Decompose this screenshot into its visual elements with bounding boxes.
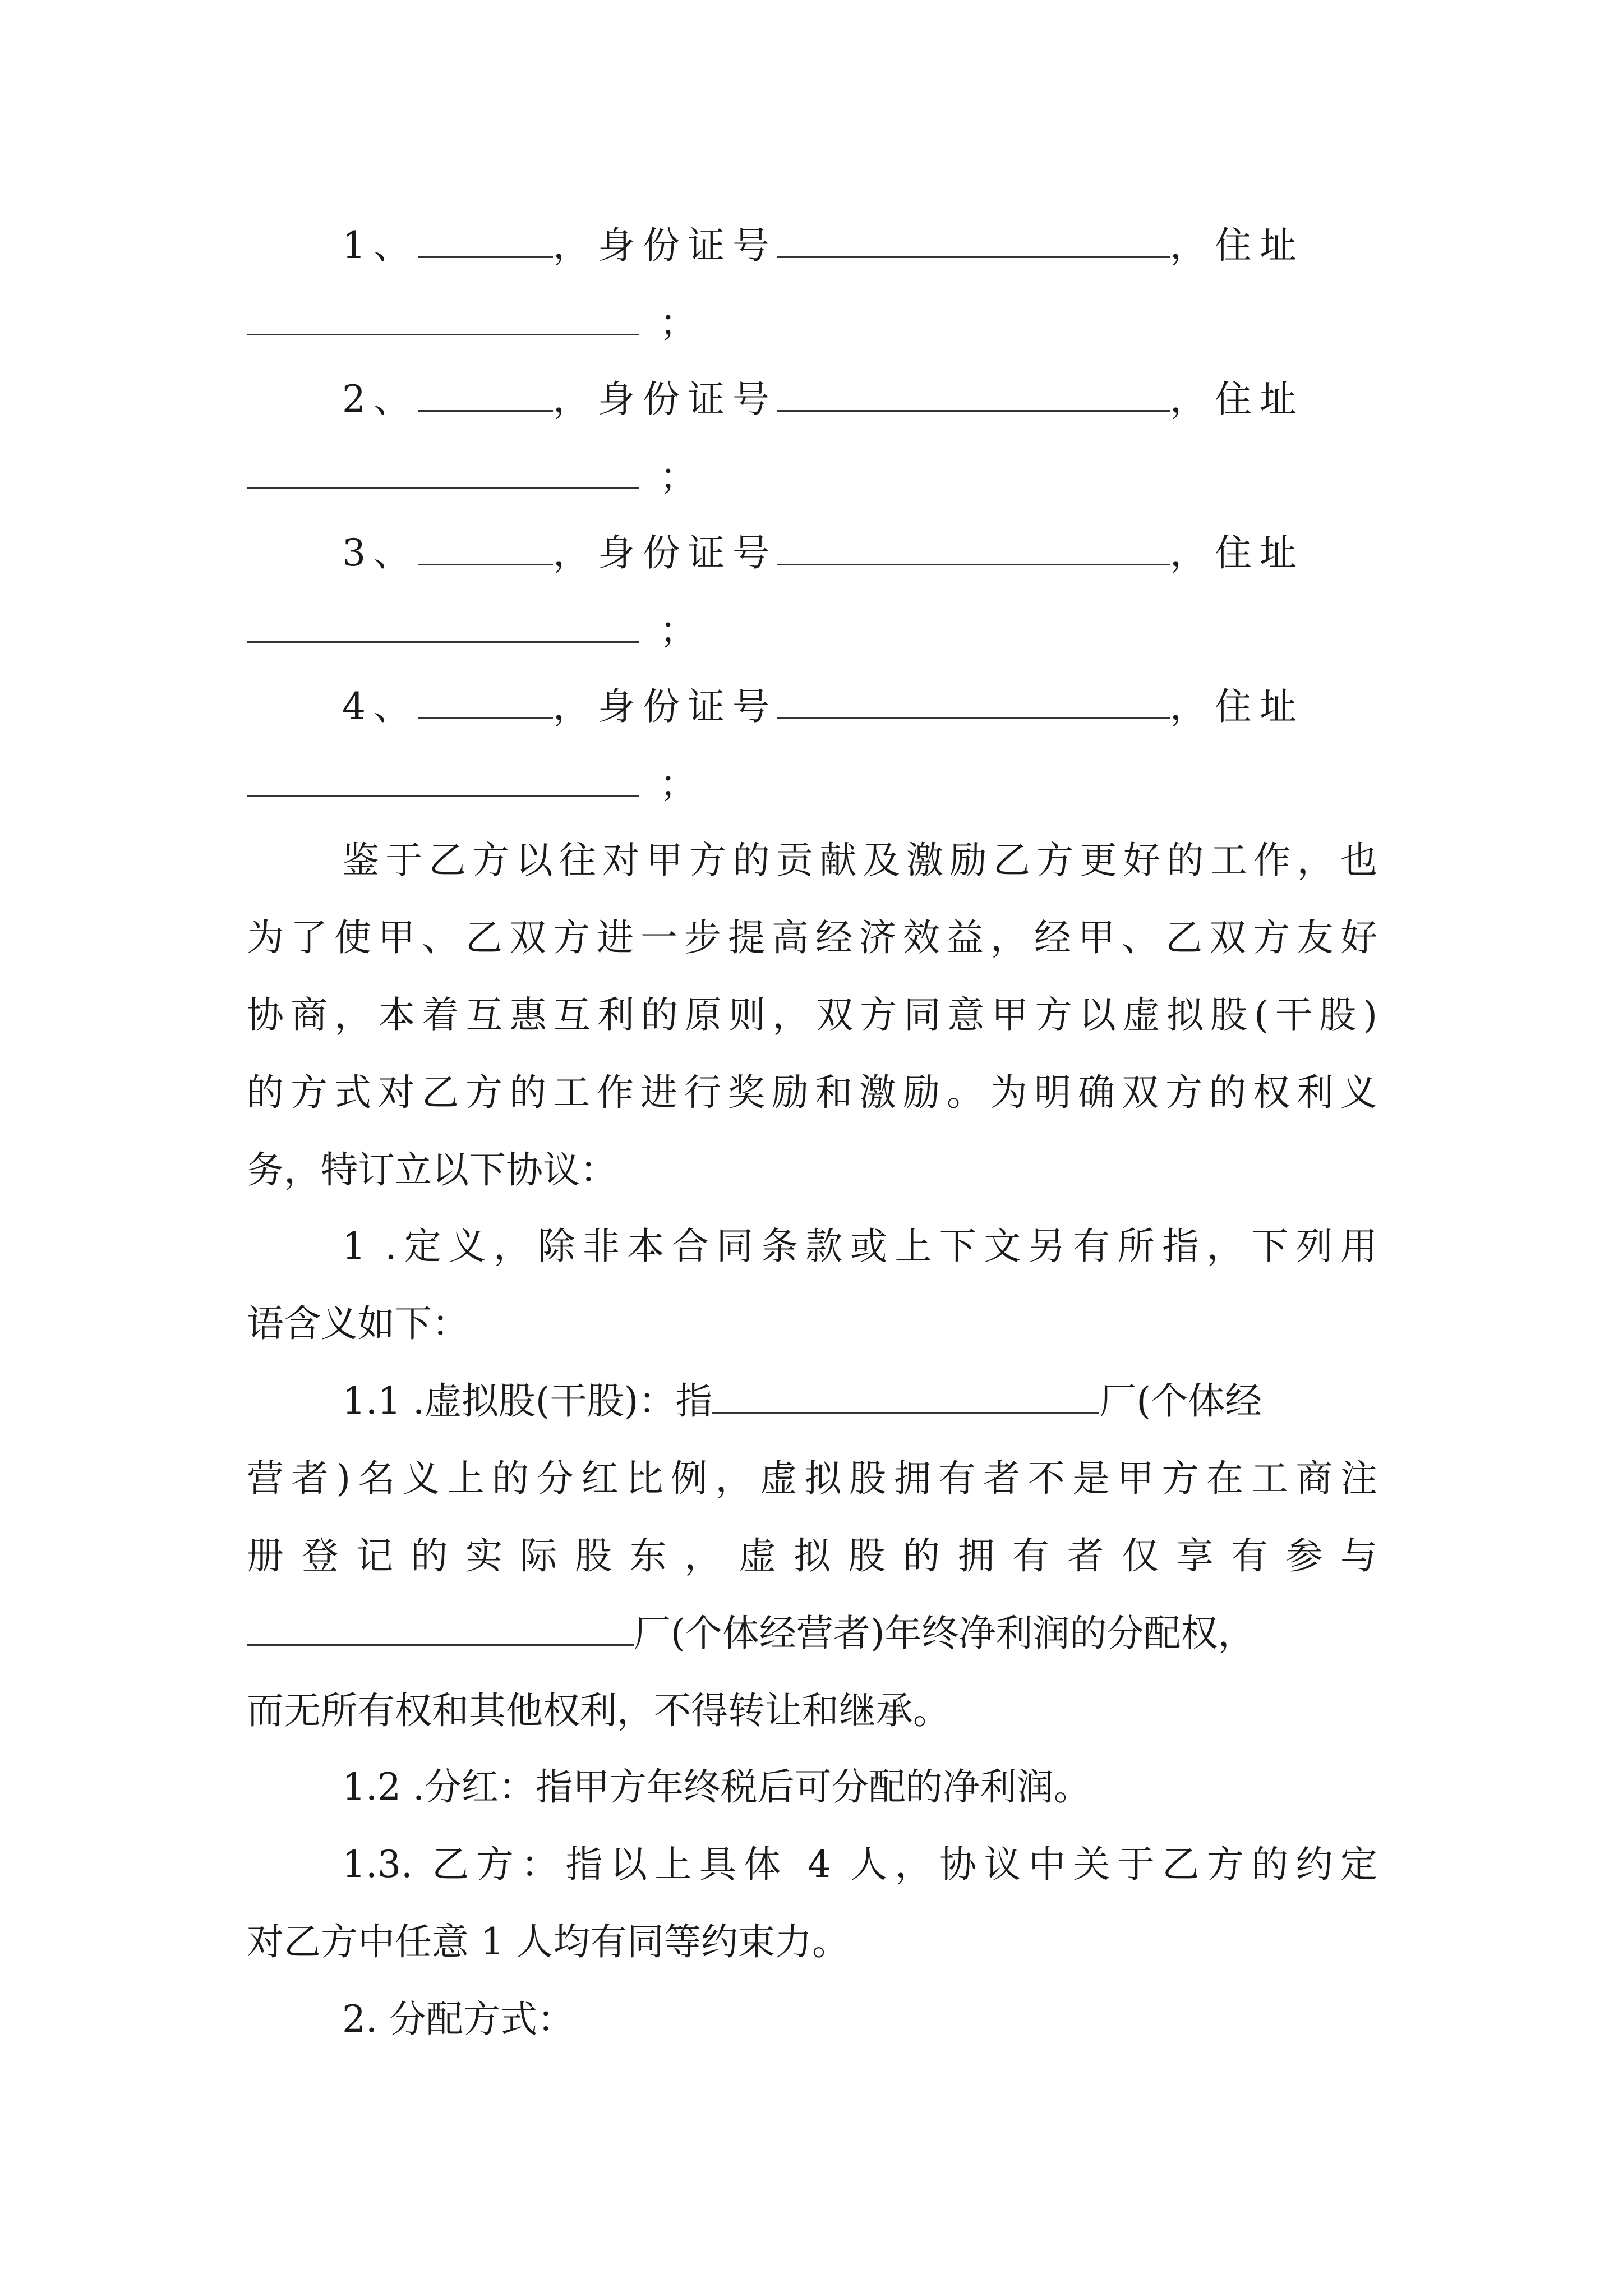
- def-1-1-line-1: [342, 1375, 1377, 1427]
- factory-name-blank: [712, 1379, 1099, 1414]
- address-label: ，住址: [1170, 378, 1304, 421]
- def-1-2: 1.2 .分红：指甲方年终税后可分配的净利润。: [342, 1765, 1091, 1809]
- party-b-address-1: [247, 297, 1377, 349]
- preamble-line-3: 协商，本着互惠互利的原则，双方同意甲方以虚拟股(干股): [247, 993, 1377, 1037]
- party-b-entry-1: [342, 220, 1377, 272]
- preamble-line-1: 鉴于乙方以往对甲方的贡献及激励乙方更好的工作，也: [342, 839, 1377, 882]
- party-b-entry-2: [342, 374, 1377, 425]
- address-blank: [247, 455, 639, 489]
- def-1-1-distribution: 厂(个体经营者)年终净利润的分配权，: [634, 1612, 1255, 1655]
- section-2-heading: 2. 分配方式：: [342, 1998, 574, 2041]
- def-1-3-line-2: 对乙方中任意 1 人均有同等约束力。: [247, 1920, 849, 1963]
- party-b-entry-3: [342, 527, 1377, 579]
- semicolon: ；: [660, 762, 697, 806]
- id-label: ，身份证号: [553, 531, 777, 574]
- party-b-address-2: [247, 451, 1377, 503]
- name-blank: [418, 685, 553, 719]
- definitions-heading-line-2: 语含义如下：: [247, 1302, 469, 1345]
- party-b-entry-4: [342, 681, 1377, 733]
- semicolon: ；: [660, 609, 697, 652]
- entry-number: 1、: [342, 224, 418, 267]
- address-label: ，住址: [1170, 531, 1304, 574]
- party-b-address-4: [247, 758, 1377, 810]
- preamble-line-4: 的方式对乙方的工作进行奖励和激励。为明确双方的权利义: [247, 1071, 1377, 1114]
- name-blank: [418, 224, 553, 258]
- party-b-address-3: [247, 605, 1377, 656]
- id-number-blank: [777, 378, 1170, 412]
- def-1-1-line-3: 册登记的实际股东，虚拟股的拥有者仅享有参与: [247, 1534, 1377, 1577]
- id-label: ，身份证号: [553, 378, 777, 421]
- def-1-1-line-2: 营者)名义上的分红比例，虚拟股拥有者不是甲方在工商注: [247, 1457, 1377, 1500]
- address-blank: [247, 609, 639, 643]
- entry-number: 4、: [342, 685, 418, 728]
- id-label: ，身份证号: [553, 224, 777, 267]
- id-number-blank: [777, 224, 1170, 258]
- semicolon: ；: [660, 301, 697, 344]
- id-label: ，身份证号: [553, 685, 777, 728]
- entry-number: 3、: [342, 531, 418, 574]
- def-1-1-factory: 厂(个体经: [1099, 1379, 1262, 1423]
- address-label: ，住址: [1170, 685, 1304, 728]
- entry-number: 2、: [342, 378, 418, 421]
- name-blank: [418, 531, 553, 565]
- preamble-line-2: 为了使甲、乙双方进一步提高经济效益，经甲、乙双方友好: [247, 916, 1377, 959]
- name-blank: [418, 378, 553, 412]
- def-1-1-line-4: [247, 1608, 1377, 1659]
- preamble-line-5: 务，特订立以下协议：: [247, 1148, 617, 1191]
- address-blank: [247, 301, 639, 335]
- definitions-heading-line-1: 1 .定义，除非本合同条款或上下文另有所指，下列用: [342, 1225, 1377, 1268]
- address-label: ，住址: [1170, 224, 1304, 267]
- address-blank: [247, 762, 639, 797]
- def-1-1-line-5: 而无所有权和其他权利，不得转让和继承。: [247, 1689, 950, 1732]
- def-1-1-term: 1.1 .虚拟股(干股)：指: [342, 1379, 713, 1423]
- id-number-blank: [777, 685, 1170, 719]
- factory-name-blank: [247, 1612, 634, 1646]
- def-1-3-line-1: 1.3. 乙方：指以上具体 4 人，协议中关于乙方的约定: [342, 1843, 1377, 1886]
- semicolon: ；: [660, 455, 697, 498]
- id-number-blank: [777, 531, 1170, 565]
